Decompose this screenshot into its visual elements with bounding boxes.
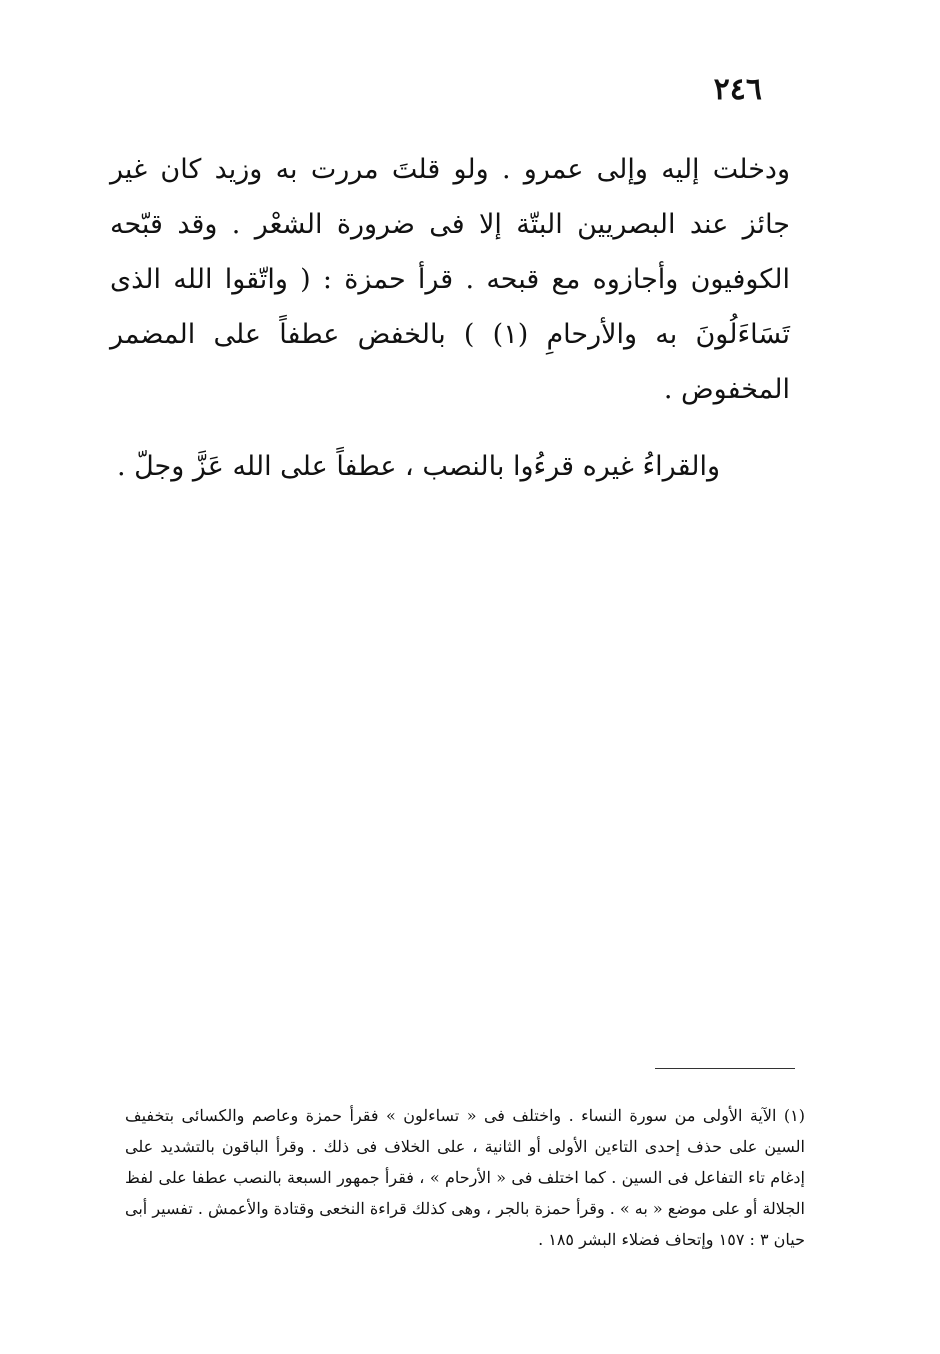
main-text (110, 142, 790, 494)
paragraph-1: ودخلت إليه وإلى عمرو . ولو قلتَ مررت به وزيد كان غير جائز عند البصريين البتّة إلا فى ضرورة الشعْر . وقد قبّحه الكوفيون وأجازوه مع قبحه . قرأ حمزة : ( واتّقوا الله الذى تَسَاءَلُونَ به والأرحامِ (١) ) بالخفض عطفاً على المضمر المخفوض . (110, 154, 790, 405)
page-number: ٢٤٦ (713, 72, 762, 107)
footnote-text: (١) الآية الأولى من سورة النساء . واختلف فى « تساءلون » فقرأ حمزة وعاصم والكسائى بتخفيف السين على حذف إحدى التاءين الأولى أو الثانية ، على الخلاف فى ذلك . وقرأ الباقون بالتشديد على إدغام تاء التفاعل فى السين . كما اختلف فى « الأرحام » ، فقرأ جمهور السبعة بالنصب عطفا على لفظ الجلالة أو على موضع « به » . وقرأ حمزة بالجر ، وهى كذلك قراءة النخعى وقتادة والأعمش . تفسير أبى حيان ٣ : ١٥٧ وإتحاف فضلاء البشر ١٨٥ . (125, 1106, 806, 1249)
paragraph-2: والقراءُ غيره قرءُوا بالنصب ، عطفاً على الله عَزَّ وجلّ . (116, 451, 720, 482)
footnote-divider (655, 1068, 795, 1069)
footnote (125, 1100, 805, 1255)
